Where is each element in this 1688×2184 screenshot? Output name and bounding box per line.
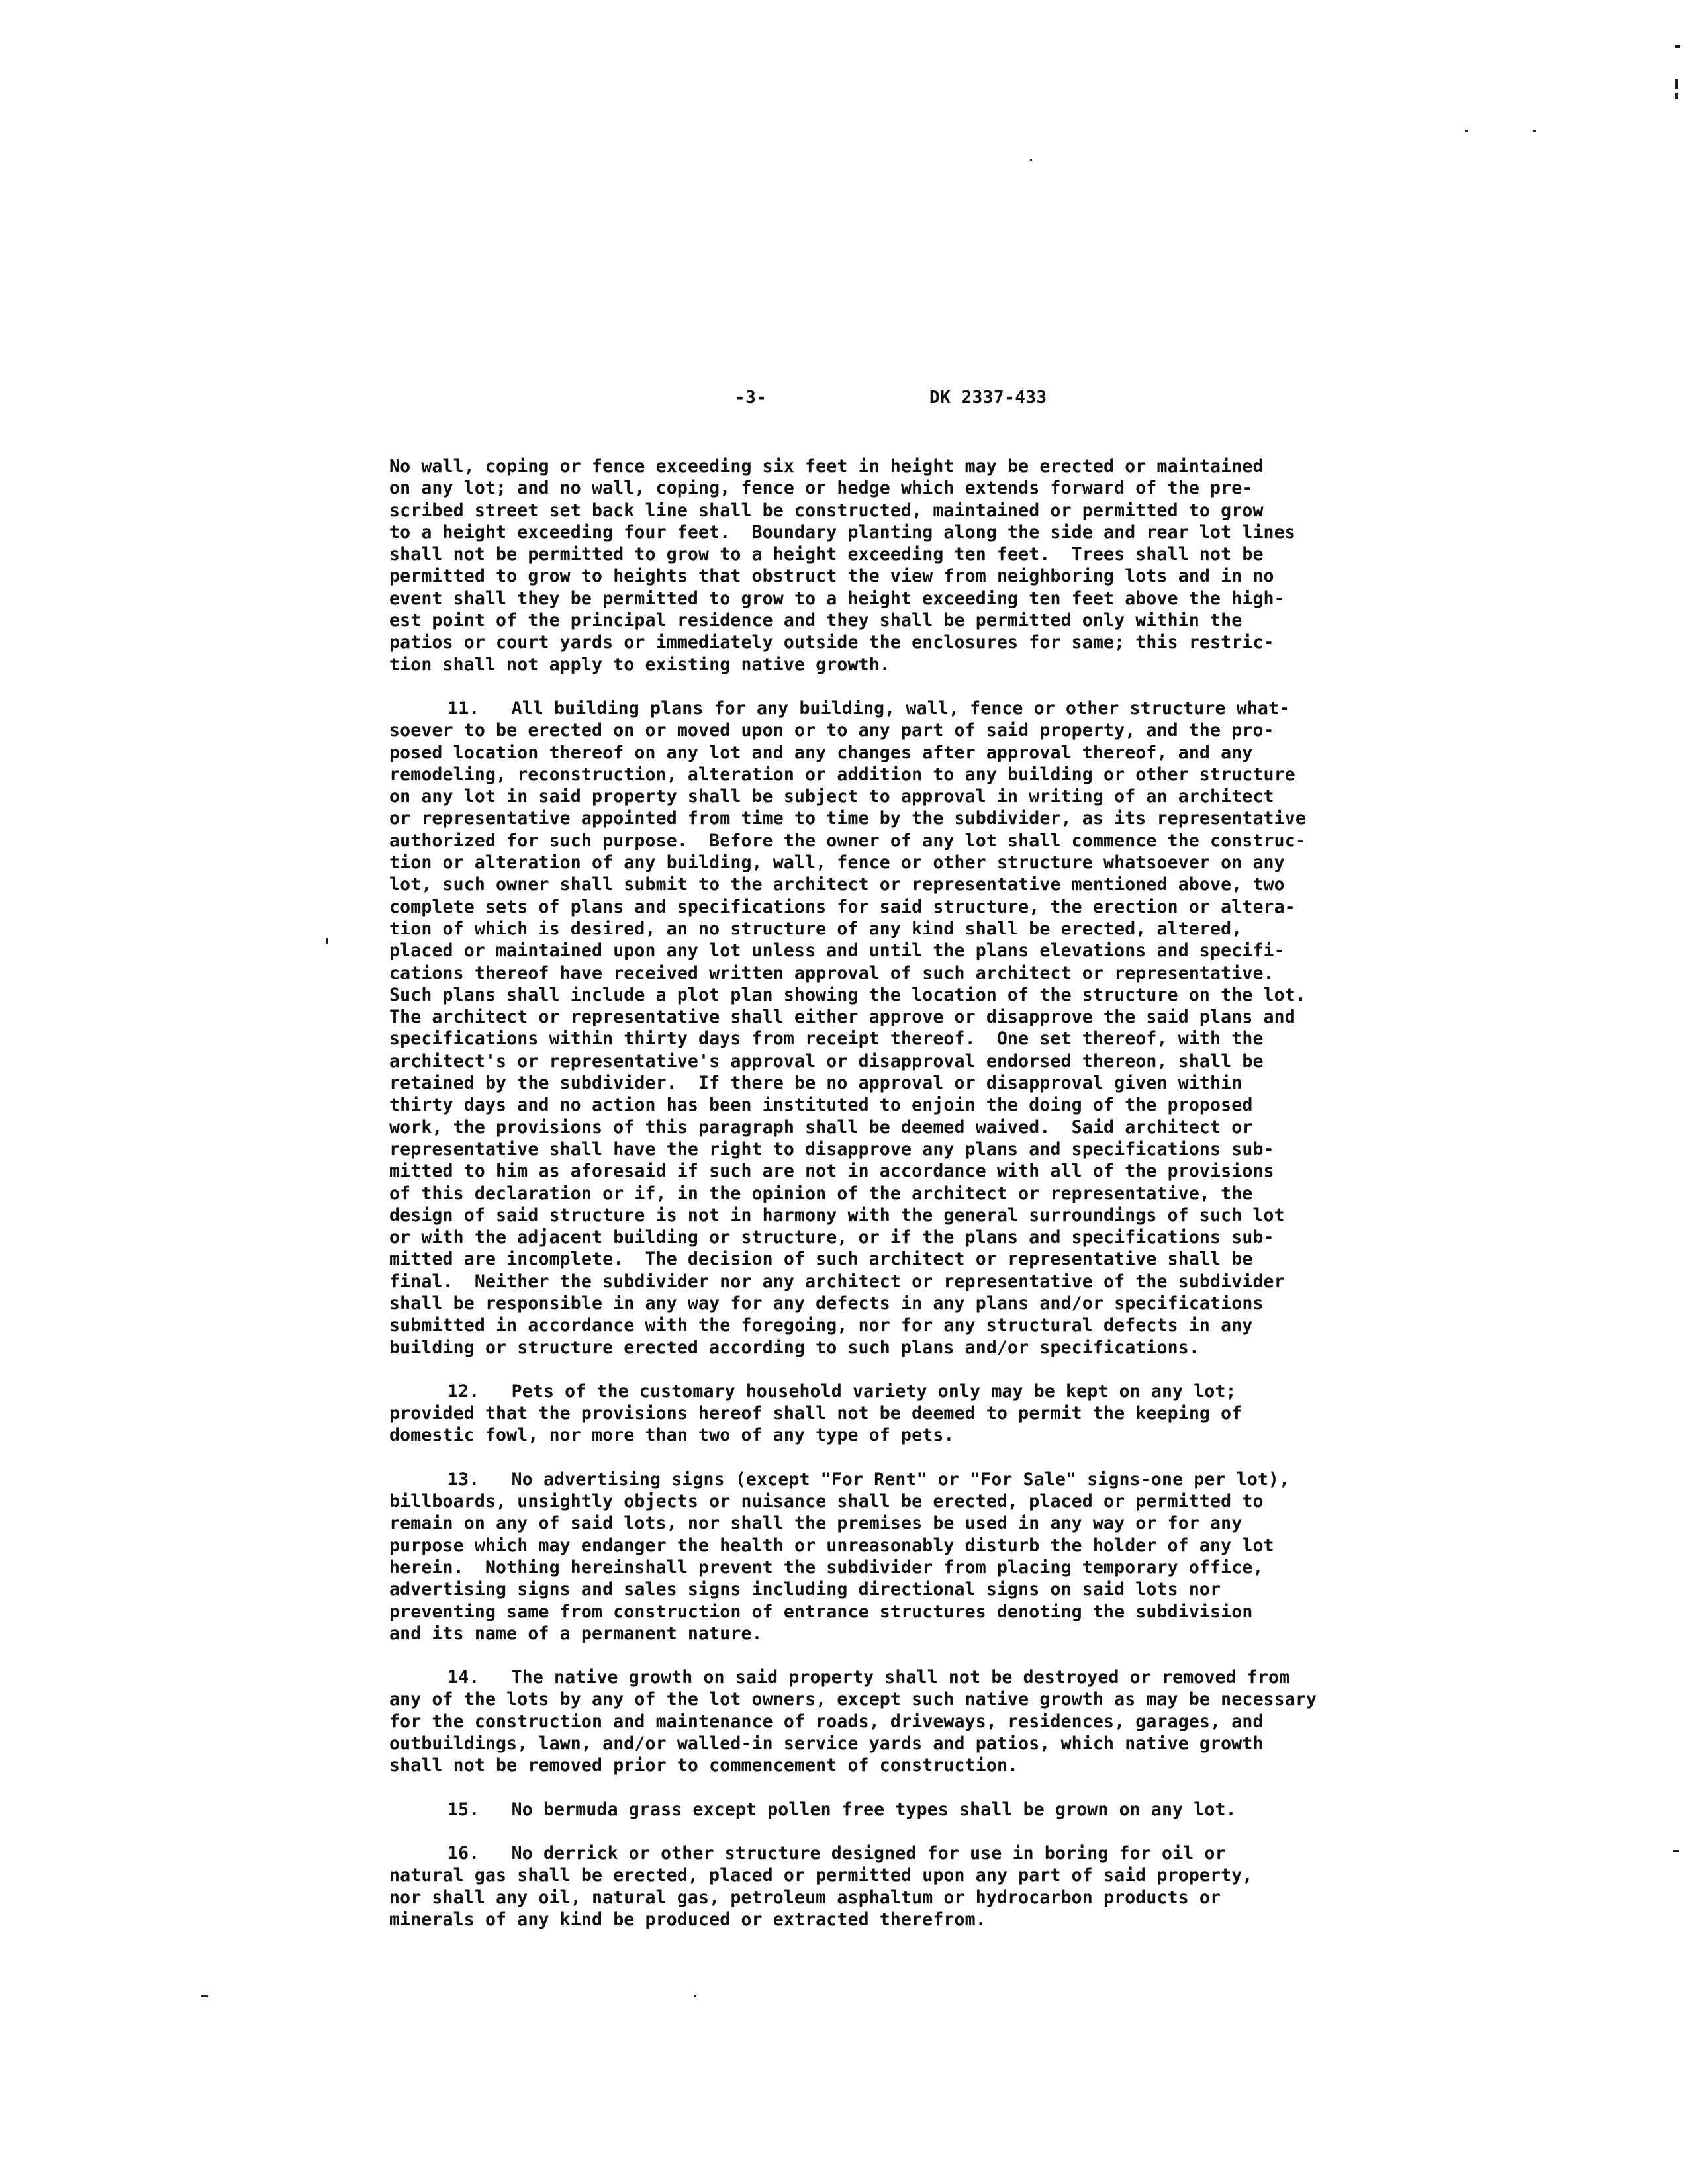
text-line: to a height exceeding four feet. Boundary planting along the side and rear lot lines	[389, 522, 1295, 543]
text-line: 15. No bermuda grass except pollen free types shall be grown on any lot.	[447, 1799, 1237, 1820]
text-line: complete sets of plans and specifications for said structure, the erection or altera-	[389, 896, 1295, 917]
text-line: advertising signs and sales signs including directional signs on said lots nor	[389, 1579, 1221, 1600]
text-line: herein. Nothing hereinshall prevent the subdivider from placing temporary office,	[389, 1557, 1264, 1578]
text-line: mitted to him as aforesaid if such are not in accordance with all of the provisions	[389, 1161, 1274, 1182]
text-line: domestic fowl, nor more than two of any type of pets.	[389, 1425, 955, 1446]
text-line: representative shall have the right to disapprove any plans and specifications sub-	[389, 1138, 1274, 1160]
text-line: shall not be removed prior to commencement of construction.	[389, 1755, 1019, 1776]
text-line: on any lot in said property shall be subject to approval in writing of an architect	[389, 786, 1274, 807]
paragraph-13	[389, 1469, 1389, 1645]
text-line: No wall, coping or fence exceeding six feet in height may be erected or maintained	[389, 456, 1264, 477]
scan-mark	[1673, 1850, 1679, 1852]
text-line: any of the lots by any of the lot owners, except such native growth as may be necessary	[389, 1689, 1317, 1710]
text-line: thirty days and no action has been instituted to enjoin the doing of the proposed	[389, 1095, 1253, 1116]
text-line: tion or alteration of any building, wall, fence or other structure whatsoever on any	[389, 852, 1285, 874]
text-line: or representative appointed from time to time by the subdivider, as its representative	[389, 808, 1306, 829]
text-line: permitted to grow to heights that obstruct the view from neighboring lots and in no	[389, 566, 1274, 587]
text-line: outbuildings, lawn, and/or walled-in service yards and patios, which native growth	[389, 1733, 1264, 1754]
scan-mark	[1533, 130, 1536, 132]
text-line: posed location thereof on any lot and any changes after approval thereof, and any	[389, 742, 1253, 763]
text-line: nor shall any oil, natural gas, petroleum asphaltum or hydrocarbon products or	[389, 1887, 1221, 1908]
page-header	[0, 388, 1688, 414]
paragraph-14	[389, 1666, 1389, 1776]
text-line: natural gas shall be erected, placed or permitted upon any part of said property,	[389, 1865, 1253, 1886]
scan-mark	[1030, 159, 1032, 161]
text-line: for the construction and maintenance of roads, driveways, residences, garages, and	[389, 1711, 1264, 1732]
text-line: final. Neither the subdivider nor any architect or representative of the subdivider	[389, 1271, 1285, 1292]
text-line: or with the adjacent building or structure, or if the plans and specifications sub-	[389, 1227, 1274, 1248]
text-line: 14. The native growth on said property shall not be destroyed or removed from	[447, 1667, 1290, 1688]
text-line: authorized for such purpose. Before the owner of any lot shall commence the construc-	[389, 830, 1306, 851]
text-line: preventing same from construction of entrance structures denoting the subdivision	[389, 1601, 1253, 1622]
text-line: minerals of any kind be produced or extracted therefrom.	[389, 1909, 986, 1930]
text-line: design of said structure is not in harmony with the general surroundings of such lot	[389, 1205, 1285, 1226]
text-line: tion of which is desired, an no structure of any kind shall be erected, altered,	[389, 918, 1243, 939]
page-number: -3-	[735, 388, 767, 408]
document-body	[389, 455, 1389, 1952]
document-reference: DK 2337-433	[929, 388, 1047, 408]
scan-mark	[1675, 93, 1678, 99]
text-line: scribed street set back line shall be constructed, maintained or permitted to grow	[389, 500, 1264, 521]
text-line: cations thereof have received written approval of such architect or representative.	[389, 962, 1274, 983]
text-line: 12. Pets of the customary household variety only may be kept on any lot;	[447, 1381, 1237, 1402]
scan-mark	[694, 1995, 696, 1997]
text-line: of this declaration or if, in the opinion of the architect or representative, the	[389, 1183, 1253, 1204]
text-line: and its name of a permanent nature.	[389, 1623, 763, 1644]
text-line: event shall they be permitted to grow to a height exceeding ten feet above the high-	[389, 588, 1285, 609]
paragraph-15	[389, 1799, 1389, 1821]
text-line: architect's or representative's approval or disapproval endorsed thereon, shall be	[389, 1050, 1264, 1071]
scan-mark	[201, 1995, 208, 1997]
text-line: specifications within thirty days from receipt thereof. One set thereof, with the	[389, 1028, 1264, 1050]
text-line: patios or court yards or immediately outside the enclosures for same; this restric-	[389, 632, 1274, 653]
text-line: 11. All building plans for any building, wall, fence or other structure what-	[447, 698, 1290, 719]
text-line: billboards, unsightly objects or nuisance shall be erected, placed or permitted to	[389, 1491, 1264, 1512]
scan-mark	[1675, 45, 1680, 48]
text-line: tion shall not apply to existing native growth.	[389, 654, 890, 675]
text-line: mitted are incomplete. The decision of such architect or representative shall be	[389, 1249, 1253, 1270]
text-line: provided that the provisions hereof shall not be deemed to permit the keeping of	[389, 1403, 1243, 1424]
text-line: retained by the subdivider. If there be no approval or disapproval given within	[389, 1073, 1243, 1094]
scan-mark	[326, 938, 328, 944]
text-line: shall be responsible in any way for any defects in any plans and/or specifications	[389, 1293, 1264, 1314]
scan-mark	[1465, 130, 1468, 132]
text-line: remodeling, reconstruction, alteration or addition to any building or other structure	[389, 764, 1295, 785]
text-line: lot, such owner shall submit to the architect or representative mentioned above, two	[389, 874, 1285, 895]
text-line: Such plans shall include a plot plan showing the location of the structure on the lot.	[389, 984, 1306, 1005]
text-line: placed or maintained upon any lot unless and until the plans elevations and specifi-	[389, 940, 1285, 962]
text-line: submitted in accordance with the foregoing, nor for any structural defects in any	[389, 1315, 1253, 1336]
text-line: The architect or representative shall either approve or disapprove the said plans and	[389, 1007, 1295, 1028]
text-line: est point of the principal residence and they shall be permitted only within the	[389, 610, 1243, 631]
text-line: on any lot; and no wall, coping, fence or hedge which extends forward of the pre-	[389, 478, 1253, 499]
text-line: remain on any of said lots, nor shall the premises be used in any way or for any	[389, 1513, 1243, 1534]
text-line: work, the provisions of this paragraph shall be deemed waived. Said architect or	[389, 1116, 1253, 1138]
text-line: 13. No advertising signs (except "For Rent" or "For Sale" signs-one per lot),	[447, 1469, 1290, 1490]
paragraph-11	[389, 698, 1389, 1359]
text-line: 16. No derrick or other structure designed for use in boring for oil or	[447, 1843, 1226, 1864]
text-line: building or structure erected according to such plans and/or specifications.	[389, 1337, 1199, 1358]
paragraph-16	[389, 1843, 1389, 1931]
text-line: shall not be permitted to grow to a height exceeding ten feet. Trees shall not be	[389, 544, 1264, 565]
scan-mark	[1675, 79, 1678, 89]
paragraph-12	[389, 1381, 1389, 1447]
text-line: purpose which may endanger the health or unreasonably disturb the holder of any lot	[389, 1535, 1274, 1556]
paragraph-wall-restrictions	[389, 455, 1389, 676]
text-line: soever to be erected on or moved upon or to any part of said property, and the pro-	[389, 720, 1274, 741]
